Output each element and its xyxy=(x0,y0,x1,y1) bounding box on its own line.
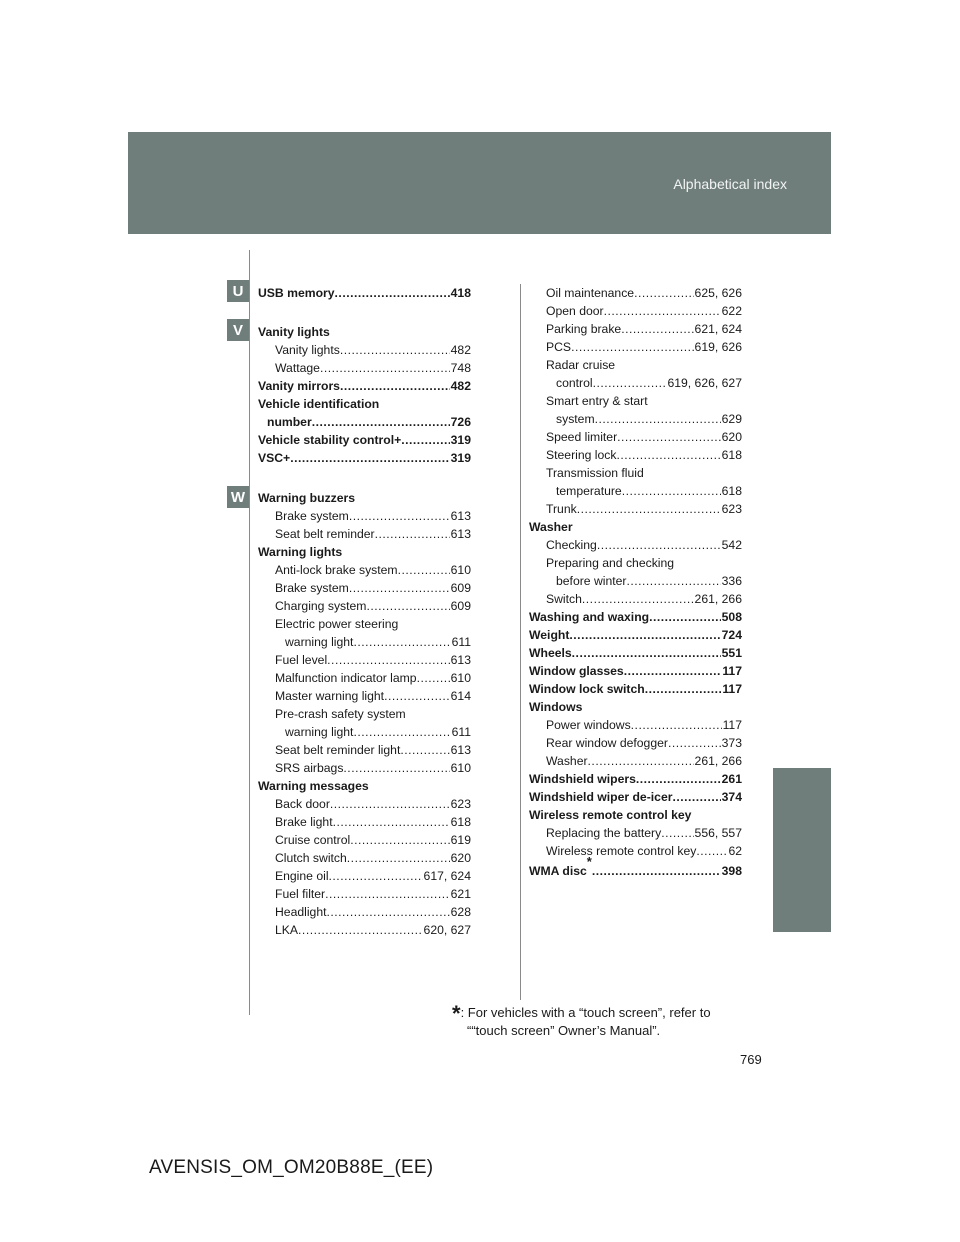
index-page-ref: 622 xyxy=(721,304,742,318)
dot-leader xyxy=(347,849,450,867)
index-page-ref: 724 xyxy=(721,628,742,642)
index-page-ref: 629 xyxy=(721,412,742,426)
dot-leader xyxy=(330,795,450,813)
index-page-ref: 117 xyxy=(722,664,742,678)
index-term: WMA disc xyxy=(529,864,587,878)
index-page-ref: 613 xyxy=(450,527,471,541)
index-entry xyxy=(529,320,742,338)
index-entry xyxy=(529,284,742,302)
dot-leader xyxy=(417,669,450,687)
index-page-ref: 556, 557 xyxy=(694,826,742,840)
index-entry xyxy=(529,662,742,680)
index-entry xyxy=(258,651,471,669)
dot-leader xyxy=(649,608,721,626)
dot-leader xyxy=(645,680,722,698)
index-page-ref: 117 xyxy=(722,682,742,696)
index-entry xyxy=(258,543,471,561)
index-page-ref: 609 xyxy=(450,581,471,595)
index-column-left xyxy=(258,0,471,1242)
index-term: Washer xyxy=(529,520,573,534)
index-entry xyxy=(529,464,742,482)
index-entry xyxy=(258,813,471,831)
letter-tab-v: V xyxy=(227,319,249,341)
index-entry xyxy=(529,356,742,374)
dot-leader xyxy=(696,842,727,860)
index-page-ref: 628 xyxy=(450,905,471,919)
dot-leader xyxy=(571,338,693,356)
dot-leader xyxy=(384,687,450,705)
index-entry xyxy=(258,507,471,525)
index-page-ref: 373 xyxy=(721,736,742,750)
dot-leader xyxy=(588,752,694,770)
index-entry xyxy=(529,680,742,698)
index-entry xyxy=(258,741,471,759)
dot-leader xyxy=(353,723,450,741)
index-term: Speed limiter xyxy=(546,430,618,444)
index-page-ref: 613 xyxy=(450,509,471,523)
footnote-asterisk: * xyxy=(586,854,592,869)
index-page-ref: 261, 266 xyxy=(694,754,742,768)
index-page-ref: 619, 626 xyxy=(694,340,742,354)
dot-leader xyxy=(617,428,721,446)
footnote-line-1: : For vehicles with a “touch screen”, refer to xyxy=(460,1005,711,1020)
index-page-ref: 542 xyxy=(721,538,742,552)
dot-leader xyxy=(375,525,450,543)
dot-leader xyxy=(636,770,721,788)
index-entry xyxy=(258,669,471,687)
index-term: Brake system xyxy=(275,581,349,595)
index-term: Weight xyxy=(529,628,570,642)
index-term: Master warning light xyxy=(275,689,385,703)
index-term: Parking brake xyxy=(546,322,622,336)
dot-leader xyxy=(312,413,450,431)
dot-leader xyxy=(298,921,423,939)
column-divider xyxy=(520,284,521,1000)
index-term: Wireless remote control key xyxy=(546,844,697,858)
index-term: number xyxy=(267,415,312,429)
index-page-ref: 374 xyxy=(721,790,742,804)
index-page-ref: 319 xyxy=(450,451,471,465)
index-term: Brake light xyxy=(275,815,333,829)
index-term: SRS airbags xyxy=(275,761,344,775)
index-term: Fuel level xyxy=(275,653,328,667)
letter-tab-u: U xyxy=(227,280,249,302)
left-margin-rule xyxy=(249,250,250,1015)
index-column-right xyxy=(529,0,742,1242)
index-term: Transmission fluid xyxy=(546,466,644,480)
index-term: Windshield wiper de-icer xyxy=(529,790,673,804)
dot-leader xyxy=(349,579,450,597)
section-title: Alphabetical index xyxy=(673,176,787,192)
dot-leader xyxy=(582,590,694,608)
index-term: Clutch switch xyxy=(275,851,347,865)
dot-leader xyxy=(398,561,450,579)
index-term: control xyxy=(556,376,593,390)
index-term: Warning buzzers xyxy=(258,491,356,505)
index-term: Vanity mirrors xyxy=(258,379,340,393)
dot-leader xyxy=(634,284,693,302)
index-page-ref: 336 xyxy=(721,574,742,588)
index-term: Trunk xyxy=(546,502,577,516)
index-page-ref: 618 xyxy=(450,815,471,829)
index-page-ref: 613 xyxy=(450,653,471,667)
index-entry xyxy=(529,500,742,518)
index-entry xyxy=(258,903,471,921)
index-page-ref: 117 xyxy=(722,718,742,732)
index-entry xyxy=(529,518,742,536)
index-term: Windows xyxy=(529,700,583,714)
index-page-ref: 611 xyxy=(451,635,471,649)
letter-tab-w: W xyxy=(227,486,249,508)
index-term: Engine oil xyxy=(275,869,329,883)
index-entry xyxy=(258,849,471,867)
index-entry xyxy=(529,806,742,824)
index-entry xyxy=(258,723,471,741)
dot-leader xyxy=(290,449,449,467)
section-side-tab xyxy=(773,768,831,932)
index-page-ref: 620 xyxy=(721,430,742,444)
index-entry xyxy=(258,377,471,395)
index-entry xyxy=(529,338,742,356)
index-entry xyxy=(258,795,471,813)
dot-leader xyxy=(401,431,449,449)
index-page-ref: 508 xyxy=(721,610,742,624)
dot-leader xyxy=(592,862,721,880)
dot-leader xyxy=(622,482,721,500)
dot-leader xyxy=(400,741,449,759)
dot-leader xyxy=(350,831,449,849)
index-page-ref: 261, 266 xyxy=(694,592,742,606)
index-entry xyxy=(258,777,471,795)
index-term: Vanity lights xyxy=(258,325,330,339)
dot-leader xyxy=(572,644,721,662)
index-entry xyxy=(529,572,742,590)
dot-leader xyxy=(327,651,449,669)
index-page-ref: 623 xyxy=(721,502,742,516)
index-term: Pre-crash safety system xyxy=(275,707,406,721)
index-term: Checking xyxy=(546,538,597,552)
dot-leader xyxy=(593,374,667,392)
dot-leader xyxy=(325,885,450,903)
dot-leader xyxy=(624,662,722,680)
dot-leader xyxy=(597,536,721,554)
dot-leader xyxy=(631,716,722,734)
index-term: Electric power steering xyxy=(275,617,399,631)
index-entry xyxy=(529,428,742,446)
dot-leader xyxy=(577,500,721,518)
index-term: Preparing and checking xyxy=(546,556,675,570)
index-term: Windshield wipers xyxy=(529,772,636,786)
index-page-ref: 614 xyxy=(450,689,471,703)
index-term: Cruise control xyxy=(275,833,351,847)
index-term: Radar cruise xyxy=(546,358,616,372)
index-page-ref: 482 xyxy=(450,343,471,357)
index-entry xyxy=(529,446,742,464)
index-entry xyxy=(258,705,471,723)
index-entry xyxy=(258,413,471,431)
index-term: Seat belt reminder light xyxy=(275,743,401,757)
index-entry xyxy=(529,824,742,842)
index-page-ref: 620 xyxy=(450,851,471,865)
index-page-ref: 261 xyxy=(721,772,742,786)
index-term: Rear window defogger xyxy=(546,736,668,750)
index-term: Seat belt reminder xyxy=(275,527,375,541)
index-page-ref: 621, 624 xyxy=(694,322,742,336)
index-page-ref: 618 xyxy=(721,484,742,498)
index-entry xyxy=(529,752,742,770)
index-page-ref: 613 xyxy=(450,743,471,757)
dot-leader xyxy=(621,320,693,338)
dot-leader xyxy=(626,572,720,590)
index-term: Open door xyxy=(546,304,604,318)
index-entry xyxy=(258,579,471,597)
index-term: Washing and waxing xyxy=(529,610,650,624)
dot-leader xyxy=(595,410,721,428)
footnote-line-2: ““touch screen” Owner’s Manual”. xyxy=(467,1023,661,1038)
index-term: Warning lights xyxy=(258,545,343,559)
index-entry xyxy=(258,284,471,302)
dot-leader xyxy=(668,734,721,752)
index-entry xyxy=(258,449,471,467)
dot-leader xyxy=(569,626,720,644)
index-page-ref: 619 xyxy=(450,833,471,847)
index-page-ref: 609 xyxy=(450,599,471,613)
index-entry xyxy=(529,482,742,500)
index-entry xyxy=(529,842,742,860)
index-term: Oil maintenance xyxy=(546,286,635,300)
index-term: USB memory xyxy=(258,286,335,300)
index-term: Wireless remote control key xyxy=(529,808,692,822)
index-term: before winter xyxy=(556,574,627,588)
dot-leader xyxy=(333,813,450,831)
index-entry xyxy=(258,885,471,903)
dot-leader xyxy=(329,867,423,885)
index-entry xyxy=(258,431,471,449)
index-page-ref: 610 xyxy=(450,671,471,685)
index-entry xyxy=(529,590,742,608)
dot-leader xyxy=(672,788,720,806)
index-entry xyxy=(529,536,742,554)
index-term: Window lock switch xyxy=(529,682,645,696)
dot-leader xyxy=(353,633,450,651)
index-page-ref: 623 xyxy=(450,797,471,811)
footnote xyxy=(452,1001,711,1039)
index-term: Power windows xyxy=(546,718,631,732)
index-term: Wattage xyxy=(275,361,320,375)
index-term: warning light xyxy=(285,725,354,739)
dot-leader xyxy=(343,759,449,777)
index-entry xyxy=(258,323,471,341)
index-entry xyxy=(258,633,471,651)
index-page-ref: 621 xyxy=(450,887,471,901)
index-page-ref: 319 xyxy=(450,433,471,447)
dot-leader xyxy=(327,903,450,921)
index-entry xyxy=(529,734,742,752)
index-page-ref: 617, 624 xyxy=(423,869,471,883)
index-term: Steering lock xyxy=(546,448,617,462)
index-page-ref: 618 xyxy=(721,448,742,462)
dot-leader xyxy=(349,507,450,525)
document-code: AVENSIS_OM_OM20B88E_(EE) xyxy=(149,1157,434,1178)
index-entry xyxy=(529,644,742,662)
index-term: warning light xyxy=(285,635,354,649)
index-page-ref: 610 xyxy=(450,761,471,775)
index-page-ref: 398 xyxy=(721,864,742,878)
index-entry xyxy=(258,525,471,543)
index-term: Headlight xyxy=(275,905,327,919)
index-term: Vehicle identification xyxy=(258,397,380,411)
index-entry xyxy=(258,831,471,849)
index-term: Malfunction indicator lamp xyxy=(275,671,417,685)
index-entry xyxy=(529,854,742,880)
index-entry xyxy=(529,302,742,320)
index-entry xyxy=(529,698,742,716)
index-entry xyxy=(258,615,471,633)
index-entry xyxy=(258,921,471,939)
dot-leader xyxy=(604,302,721,320)
index-entry xyxy=(529,410,742,428)
index-entry xyxy=(258,359,471,377)
index-entry xyxy=(529,716,742,734)
index-term: PCS xyxy=(546,340,572,354)
index-page-ref: 62 xyxy=(728,844,742,858)
dot-leader xyxy=(340,377,450,395)
index-entry xyxy=(529,770,742,788)
index-page-ref: 418 xyxy=(450,286,471,300)
index-term: Vanity lights xyxy=(275,343,340,357)
index-term: Smart entry & start xyxy=(546,394,648,408)
index-entry xyxy=(529,788,742,806)
index-term: Replacing the battery xyxy=(546,826,662,840)
dot-leader xyxy=(320,359,450,377)
dot-leader xyxy=(335,284,450,302)
index-term: Fuel filter xyxy=(275,887,326,901)
index-entry xyxy=(258,597,471,615)
index-page-ref: 619, 626, 627 xyxy=(667,376,742,390)
index-page-ref: 726 xyxy=(450,415,471,429)
index-entry xyxy=(258,489,471,507)
index-term: Wheels xyxy=(529,646,572,660)
index-entry xyxy=(258,561,471,579)
index-entry xyxy=(529,626,742,644)
index-entry xyxy=(258,687,471,705)
index-page-ref: 620, 627 xyxy=(423,923,471,937)
dot-leader xyxy=(616,446,720,464)
index-entry xyxy=(529,554,742,572)
dot-leader xyxy=(340,341,450,359)
index-term: Switch xyxy=(546,592,582,606)
index-term: Back door xyxy=(275,797,330,811)
index-term: Warning messages xyxy=(258,779,369,793)
index-entry xyxy=(258,395,471,413)
index-term: temperature xyxy=(556,484,622,498)
dot-leader xyxy=(661,824,693,842)
index-term: Window glasses xyxy=(529,664,624,678)
index-entry xyxy=(529,392,742,410)
index-page-ref: 551 xyxy=(721,646,742,660)
index-term: Vehicle stability control+ xyxy=(258,433,402,447)
page-number: 769 xyxy=(740,1052,762,1067)
index-term: VSC+ xyxy=(258,451,291,465)
footnote-marker: * xyxy=(452,1001,461,1026)
index-page-ref: 625, 626 xyxy=(694,286,742,300)
index-page-ref: 482 xyxy=(450,379,471,393)
index-term: system xyxy=(556,412,595,426)
index-entry xyxy=(529,608,742,626)
index-entry xyxy=(258,341,471,359)
dot-leader xyxy=(366,597,449,615)
index-entry xyxy=(529,374,742,392)
index-term: Brake system xyxy=(275,509,349,523)
index-page-ref: 611 xyxy=(451,725,471,739)
index-term: Charging system xyxy=(275,599,367,613)
index-entry xyxy=(258,759,471,777)
index-term: Washer xyxy=(546,754,588,768)
index-page-ref: 748 xyxy=(450,361,471,375)
index-page-ref: 610 xyxy=(450,563,471,577)
index-term: LKA xyxy=(275,923,299,937)
index-entry xyxy=(258,867,471,885)
index-term: Anti-lock brake system xyxy=(275,563,398,577)
